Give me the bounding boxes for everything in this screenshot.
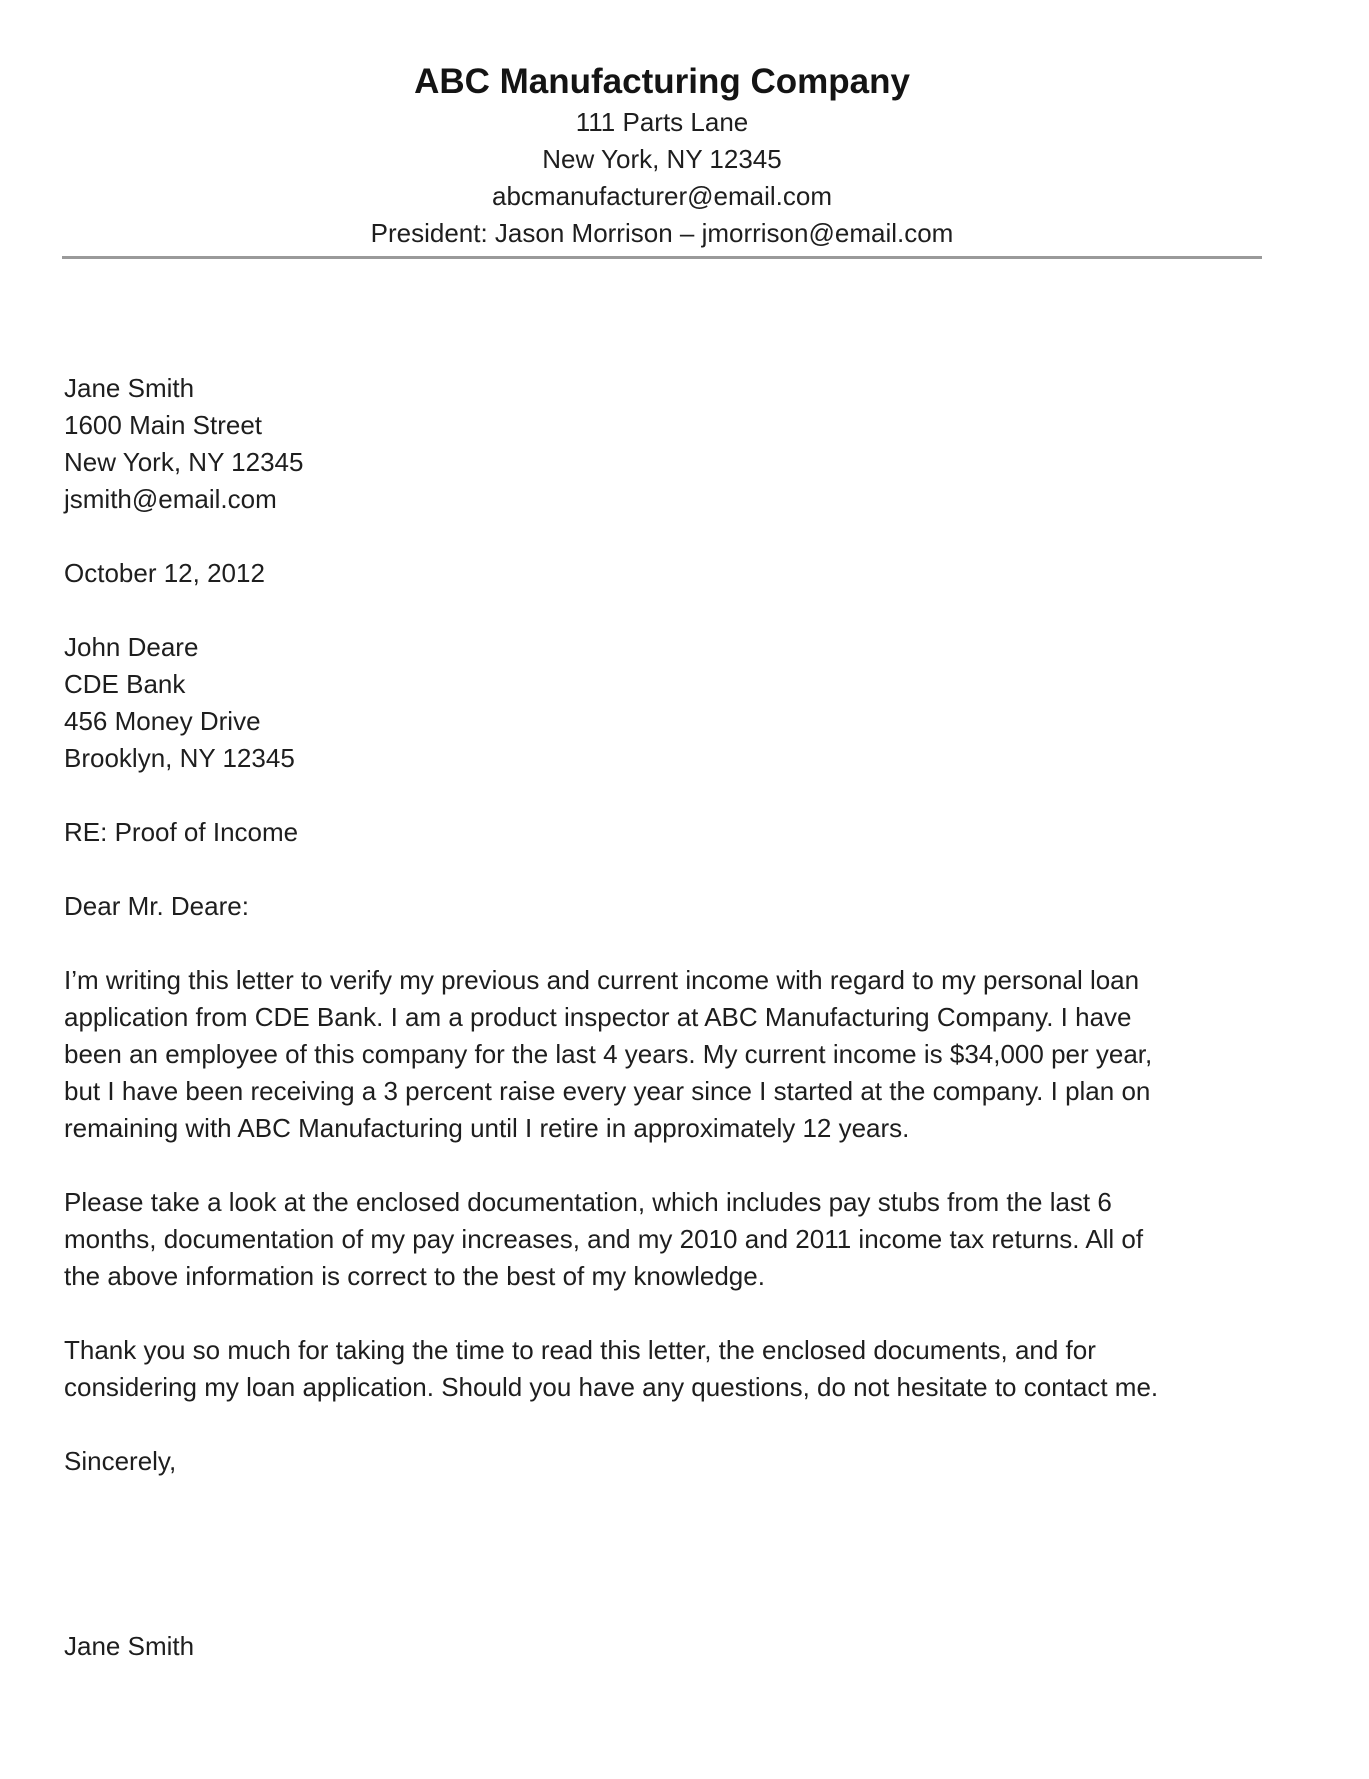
subject-line: RE: Proof of Income (64, 817, 299, 847)
recipient-name: John Deare (64, 632, 199, 662)
paragraph-line: the above information is correct to the best of my knowledge. (64, 1261, 765, 1291)
recipient-street: 456 Money Drive (64, 706, 261, 736)
letter-date: October 12, 2012 (64, 558, 265, 588)
paragraph-line: remaining with ABC Manufacturing until I retire in approximately 12 years. (64, 1113, 910, 1143)
paragraph-1 (64, 962, 1279, 1147)
company-email: abcmanufacturer@email.com (492, 181, 832, 211)
paragraph-line: considering my loan application. Should you have any questions, do not hesitate to contact me. (64, 1372, 1159, 1402)
paragraph-3 (64, 1332, 1279, 1406)
paragraph-line: Thank you so much for taking the time to read this letter, the enclosed documents, and for (64, 1335, 1096, 1365)
paragraph-line: been an employee of this company for the last 4 years. My current income is $34,000 per year, (64, 1039, 1153, 1069)
letterhead (62, 60, 1262, 252)
sender-city: New York, NY 12345 (64, 447, 304, 477)
letterhead-divider (62, 256, 1262, 259)
sender-address (64, 370, 1279, 518)
paragraph-line: but I have been receiving a 3 percent raise every year since I started at the company. I plan on (64, 1076, 1151, 1106)
signature-name: Jane Smith (64, 1631, 195, 1661)
closing: Sincerely, (64, 1446, 177, 1476)
salutation: Dear Mr. Deare: (64, 891, 249, 921)
company-name: ABC Manufacturing Company (414, 62, 910, 101)
paragraph-2 (64, 1184, 1279, 1295)
recipient-city: Brooklyn, NY 12345 (64, 743, 295, 773)
paragraph-line: I’m writing this letter to verify my previous and current income with regard to my personal loan (64, 965, 1140, 995)
recipient-address (64, 629, 1279, 777)
sender-name: Jane Smith (64, 373, 195, 403)
company-president: President: Jason Morrison – jmorrison@email.com (370, 218, 954, 248)
signature-space (64, 1480, 1279, 1628)
sender-email: jsmith@email.com (64, 484, 277, 514)
paragraph-line: months, documentation of my pay increases, and my 2010 and 2011 income tax returns. All of (64, 1224, 1144, 1254)
sender-street: 1600 Main Street (64, 410, 263, 440)
company-city: New York, NY 12345 (542, 144, 782, 174)
letter-body (64, 370, 1279, 1665)
company-street: 111 Parts Lane (575, 107, 749, 137)
recipient-bank: CDE Bank (64, 669, 186, 699)
paragraph-line: Please take a look at the enclosed documentation, which includes pay stubs from the last 6 (64, 1187, 1112, 1217)
paragraph-line: application from CDE Bank. I am a product inspector at ABC Manufacturing Company. I have (64, 1002, 1132, 1032)
